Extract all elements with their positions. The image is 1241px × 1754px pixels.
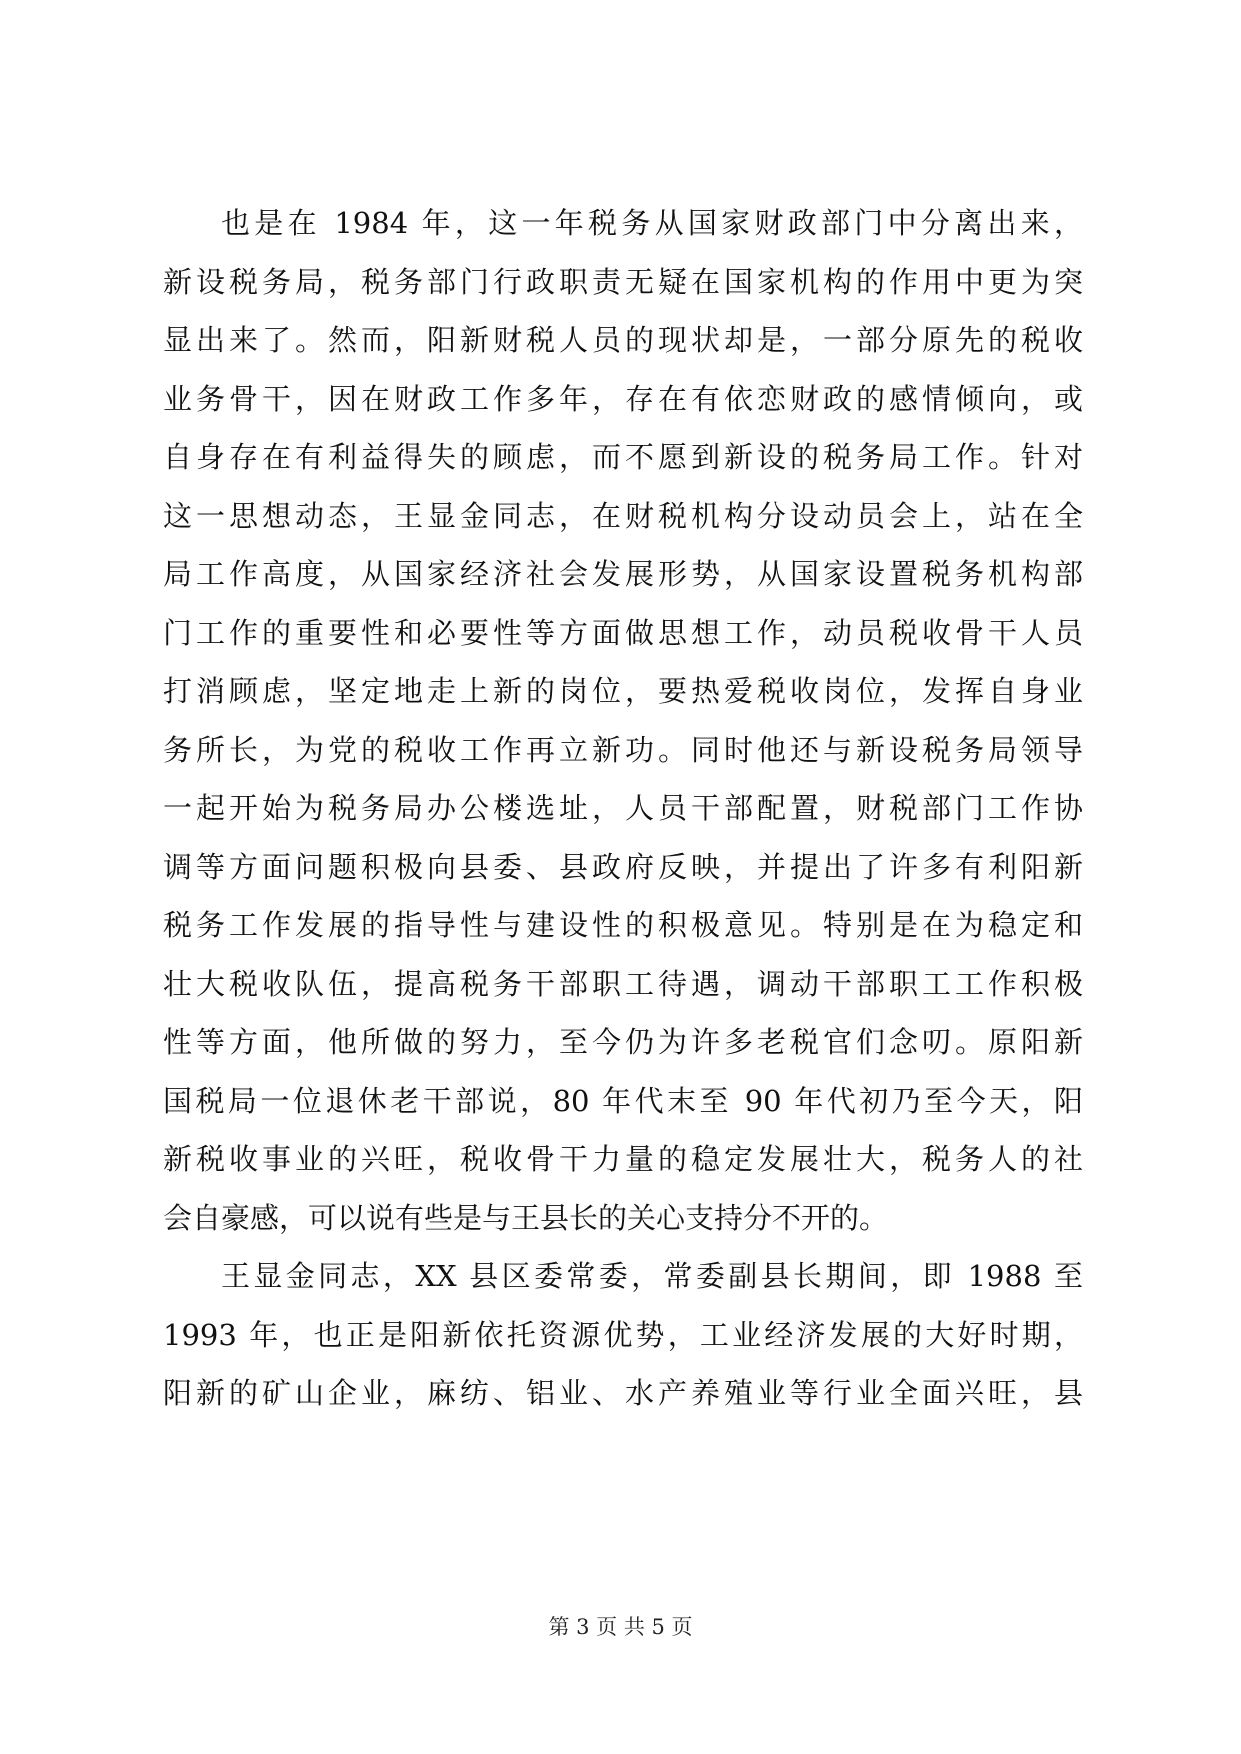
paragraph-1-line-9: 打消顾虑，坚定地走上新的岗位，要热爱税收岗位，发挥自身业: [163, 674, 1083, 708]
paragraph-1-line-10: 务所长，为党的税收工作再立新功。同时他还与新设税务局领导: [163, 732, 1083, 767]
paragraph-1-line-8: 门工作的重要性和必要性等方面做思想工作，动员税收骨干人员: [163, 615, 1083, 650]
paragraph-1-line-13: 税务工作发展的指导性与建设性的积极意见。特别是在为稳定和: [163, 908, 1083, 942]
paragraph-2-line-2: 1993 年，也正是阳新依托资源优势，工业经济发展的大好时期，: [163, 1317, 1083, 1352]
paragraph-1-line-18: 会自豪感，可以说有些是与王县长的关心支持分不开的。: [163, 1200, 889, 1235]
paragraph-1-line-6: 这一思想动态，王显金同志，在财税机构分设动员会上，站在全: [163, 498, 1083, 533]
paragraph-1-line-15: 性等方面，他所做的努力，至今仍为许多老税官们念叨。原阳新: [163, 1025, 1083, 1059]
paragraph-1-line-12: 调等方面问题积极向县委、县政府反映，并提出了许多有利阳新: [163, 849, 1083, 884]
paragraph-2-line-3: 阳新的矿山企业，麻纺、铝业、水产养殖业等行业全面兴旺，县: [163, 1376, 1083, 1410]
paragraph-1-line-4: 业务骨干，因在财政工作多年，存在有依恋财政的感情倾向，或: [163, 381, 1083, 416]
paragraph-1-line-16: 国税局一位退休老干部说，80 年代末至 90 年代初乃至今天，阳: [163, 1083, 1083, 1118]
paragraph-1-line-17: 新税收事业的兴旺，税收骨干力量的稳定发展壮大，税务人的社: [163, 1142, 1083, 1176]
paragraph-1-line-11: 一起开始为税务局办公楼选址，人员干部配置，财税部门工作协: [163, 791, 1083, 825]
paragraph-1-line-7: 局工作高度，从国家经济社会发展形势，从国家设置税务机构部: [163, 557, 1083, 591]
paragraph-1-line-14: 壮大税收队伍，提高税务干部职工待遇，调动干部职工工作积极: [163, 966, 1083, 1001]
document-body: [163, 194, 1083, 1423]
paragraph-1-line-1: 也是在 1984 年，这一年税务从国家财政部门中分离出来，: [221, 206, 1083, 240]
paragraph-1-line-5: 自身存在有利益得失的顾虑，而不愿到新设的税务局工作。针对: [163, 440, 1083, 474]
paragraph-2-line-1: 王显金同志，XX 县区委常委，常委副县长期间，即 1988 至: [221, 1259, 1083, 1293]
paragraph-1-line-3: 显出来了。然而，阳新财税人员的现状却是，一部分原先的税收: [163, 323, 1083, 357]
paragraph-1-line-2: 新设税务局，税务部门行政职责无疑在国家机构的作用中更为突: [163, 264, 1083, 299]
page-number-footer: 第 3 页 共 5 页: [548, 1615, 693, 1639]
